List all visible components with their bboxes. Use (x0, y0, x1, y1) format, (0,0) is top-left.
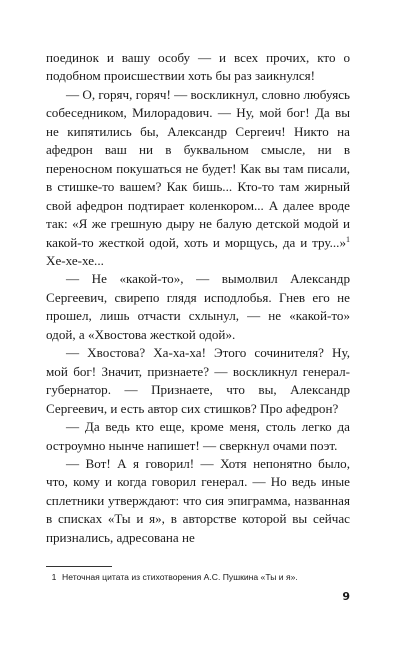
paragraph-6: — Вот! А я говорил! — Хотя непонятно было, что, кому и когда говорил генерал. — Но ведь иные сплетники утверждают: что сия эпиграмма, названная в списках «Ты и я», в авторстве которой вы сейчас признались, адресована не (46, 455, 350, 545)
paragraph-3: — Не «какой-то», — вымолвил Александр Сергеевич, свирепо глядя исподлобья. Гнев его не прошел, лишь отчасти схлынул, — не «какой-то» одой, а «Хвостова жесткой одой». (46, 271, 350, 342)
body-text (46, 49, 350, 547)
paragraph-2 (46, 86, 350, 271)
paragraph-2-tail: Хе-хе-хе... (46, 252, 104, 268)
page-number: 9 (342, 590, 350, 603)
paragraph-4: — Хвостова? Ха-ха-ха! Этого сочинителя? Ну, мой бог! Значит, признаете? — воскликнул генерал-губернатор. — Признаете, что вы, Александр Сергеевич, и есть автор сих стишков? Про афедрон? (46, 345, 350, 416)
footnote-text: Неточная цитата из стихотворения А.С. Пушкина «Ты и я». (62, 572, 298, 582)
footnote-reference: 1 (346, 234, 350, 244)
paragraph-2-text: — О, горяч, горяч! — воскликнул, словно любуясь собеседником, Милорадович. — Ну, мой бог! Да вы не кипятились бы, Александр Сергеич! Никто на афедрон ваш ни в буквальном смысле, ни в переносном покушаться не будет! Как вы там писали, в стишке-то вашем? Как бишь... Кто-то там жирный свой афедрон подтирает коленкором... А далее вроде так: «Я же грешную дыру не балую детской модой и какой-то жесткой одой, хоть и морщусь, да и тру...» (46, 86, 350, 250)
footnote (46, 572, 356, 583)
paragraph-5: — Да ведь кто еще, кроме меня, столь легко да остроумно нынче напишет! — сверкнул очами поэт. (46, 419, 350, 453)
footnote-divider (46, 566, 112, 567)
paragraph-1: поединок и вашу особу — и всех прочих, кто о подобном происшествии хоть бы раз заикнулся! (46, 50, 350, 84)
footnote-mark: 1 (51, 572, 57, 582)
